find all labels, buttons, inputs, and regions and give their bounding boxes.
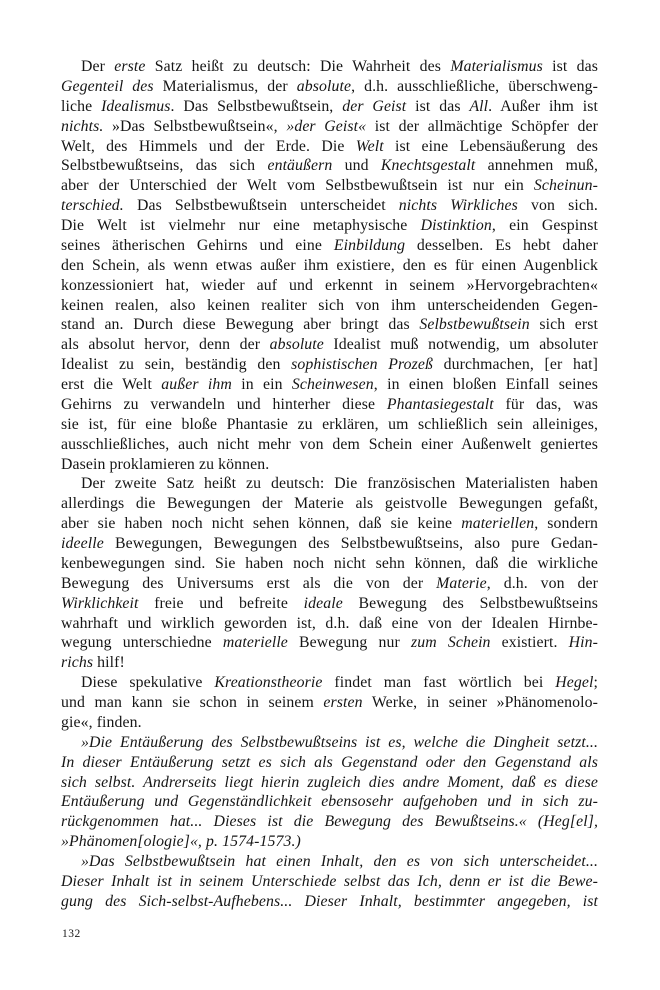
text-line: Idealist zu sein, beständig den sophistischen Prozeß durchmachen, [er hat] [61, 356, 598, 374]
text-line: gung des Sich-selbst-Aufhebens... Dieser Inhalt, bestimmter angegeben, ist [61, 892, 598, 910]
text-line: In dieser Entäußerung setzt es sich als Gegenstand oder den Gegenstand als [61, 753, 598, 771]
text-line: ideelle Bewegungen, Bewegungen des Selbstbewußtseins, also pure Gedan- [61, 535, 598, 552]
text-line: nichts. »Das Selbstbewußtsein«, »der Geist« ist der allmächtige Schöpfer der [61, 117, 599, 135]
text-line: aber sie haben noch nicht sehen können, daß sie keine materiellen, sondern [61, 515, 599, 533]
text-line: richs hilf! [61, 654, 125, 672]
text-line: Der erste Satz heißt zu deutsch: Die Wahrheit des Materialismus ist das [81, 58, 599, 75]
text-line: den Schein, als wenn etwas außer ihm existiere, den es für einen Augenblick [61, 256, 598, 274]
text-line: und man kann sie schon in seinem ersten Werke, in seiner »Phänomenolo- [61, 694, 598, 711]
text-line: erst die Welt außer ihm in ein Scheinwesen, in einen bloßen Einfall seines [61, 376, 598, 393]
text-line: Dasein proklamieren zu können. [61, 455, 270, 473]
text-line: wahrhaft und wirklich geworden ist, d.h. daß eine von der Idealen Hirnbe- [61, 614, 598, 632]
text-line: Dieser Inhalt ist in seinem Unterschiede selbst das Ich, denn er ist die Bewe- [61, 872, 598, 890]
text-line: »Phänomen[ologie]«, p. 1574-1573.) [61, 833, 301, 851]
text-line: »Das Selbstbewußtsein hat einen Inhalt, den es von sich unterscheidet... [81, 853, 598, 870]
text-line: wegung unterschiedne materielle Bewegung nur zum Schein existiert. Hin- [61, 634, 598, 652]
text-line: allerdings die Bewegungen der Materie als geistvolle Bewegungen gefaßt, [61, 495, 598, 513]
page-number: 132 [62, 928, 81, 940]
text-line: als absolut hervor, denn der absolute Idealist muß notwendig, um absoluter [61, 336, 598, 354]
text-block [61, 57, 598, 912]
text-line: seines ätherischen Gehirns und eine Einbildung desselben. Es hebt daher [61, 236, 599, 254]
text-line: stand an. Durch diese Bewegung aber bringt das Selbstbewußtsein sich erst [61, 316, 598, 334]
text-line: Gehirns zu verwandeln und hinterher diese Phantasiegestalt für das, was [61, 395, 598, 413]
text-line: Bewegung des Universums erst als die von der Materie, d.h. von der [61, 574, 598, 592]
text-line: Entäußerung und Gegenständlichkeit ebensosehr aufgehoben und in sich zu- [61, 793, 598, 811]
text-line: liche Idealismus. Das Selbstbewußtsein, der Geist ist das All. Außer ihm ist [61, 97, 598, 115]
text-line: kenbewegungen sind. Sie haben noch nicht sehn können, daß die wirkliche [61, 554, 598, 572]
text-line: Wirklichkeit freie und befreite ideale Bewegung des Selbstbewußtseins [61, 594, 598, 612]
text-line: Der zweite Satz heißt zu deutsch: Die französischen Materialisten haben [81, 475, 598, 493]
text-line: gie«, finden. [61, 713, 142, 731]
text-line: keinen realen, also keinen realiter sich von ihm unterscheidenden Gegen- [61, 296, 598, 314]
text-line: Die Welt ist vielmehr nur eine metaphysische Distinktion, ein Gespinst [61, 217, 598, 234]
text-line: Gegenteil des Materialismus, der absolute, d.h. ausschließliche, überschweng- [61, 77, 598, 95]
text-line: rückgenommen hat... Dieses ist die Bewegung des Bewußtseins.« (Heg[el], [61, 813, 598, 831]
text-line: aber der Unterschied der Welt vom Selbstbewußtsein ist nur ein Scheinun- [61, 177, 598, 195]
text-line: konzessioniert hat, wieder auf und erkennt in seinem »Hervorgebrachten« [61, 276, 598, 294]
text-line: Diese spekulative Kreationstheorie findet man fast wörtlich bei Hegel; [81, 674, 598, 692]
text-line: Welt, des Himmels und der Erde. Die Welt ist eine Lebensäußerung des [61, 137, 598, 155]
text-line: terschied. Das Selbstbewußtsein unterscheidet nichts Wirkliches von sich. [61, 197, 598, 215]
text-line: sie ist, für eine bloße Phantasie zu erklären, um schließlich sein alleiniges, [61, 415, 598, 433]
text-line: sich selbst. Andrerseits liegt hierin zugleich dies andre Moment, daß es diese [61, 773, 598, 791]
text-line: ausschließliches, auch nicht mehr von dem Schein einer Außenwelt geniertes [61, 435, 598, 453]
text-line: Selbstbewußtseins, das sich entäußern und Knechtsgestalt annehmen muß, [61, 157, 599, 175]
text-line: »Die Entäußerung des Selbstbewußtseins ist es, welche die Dingheit setzt... [81, 733, 598, 751]
